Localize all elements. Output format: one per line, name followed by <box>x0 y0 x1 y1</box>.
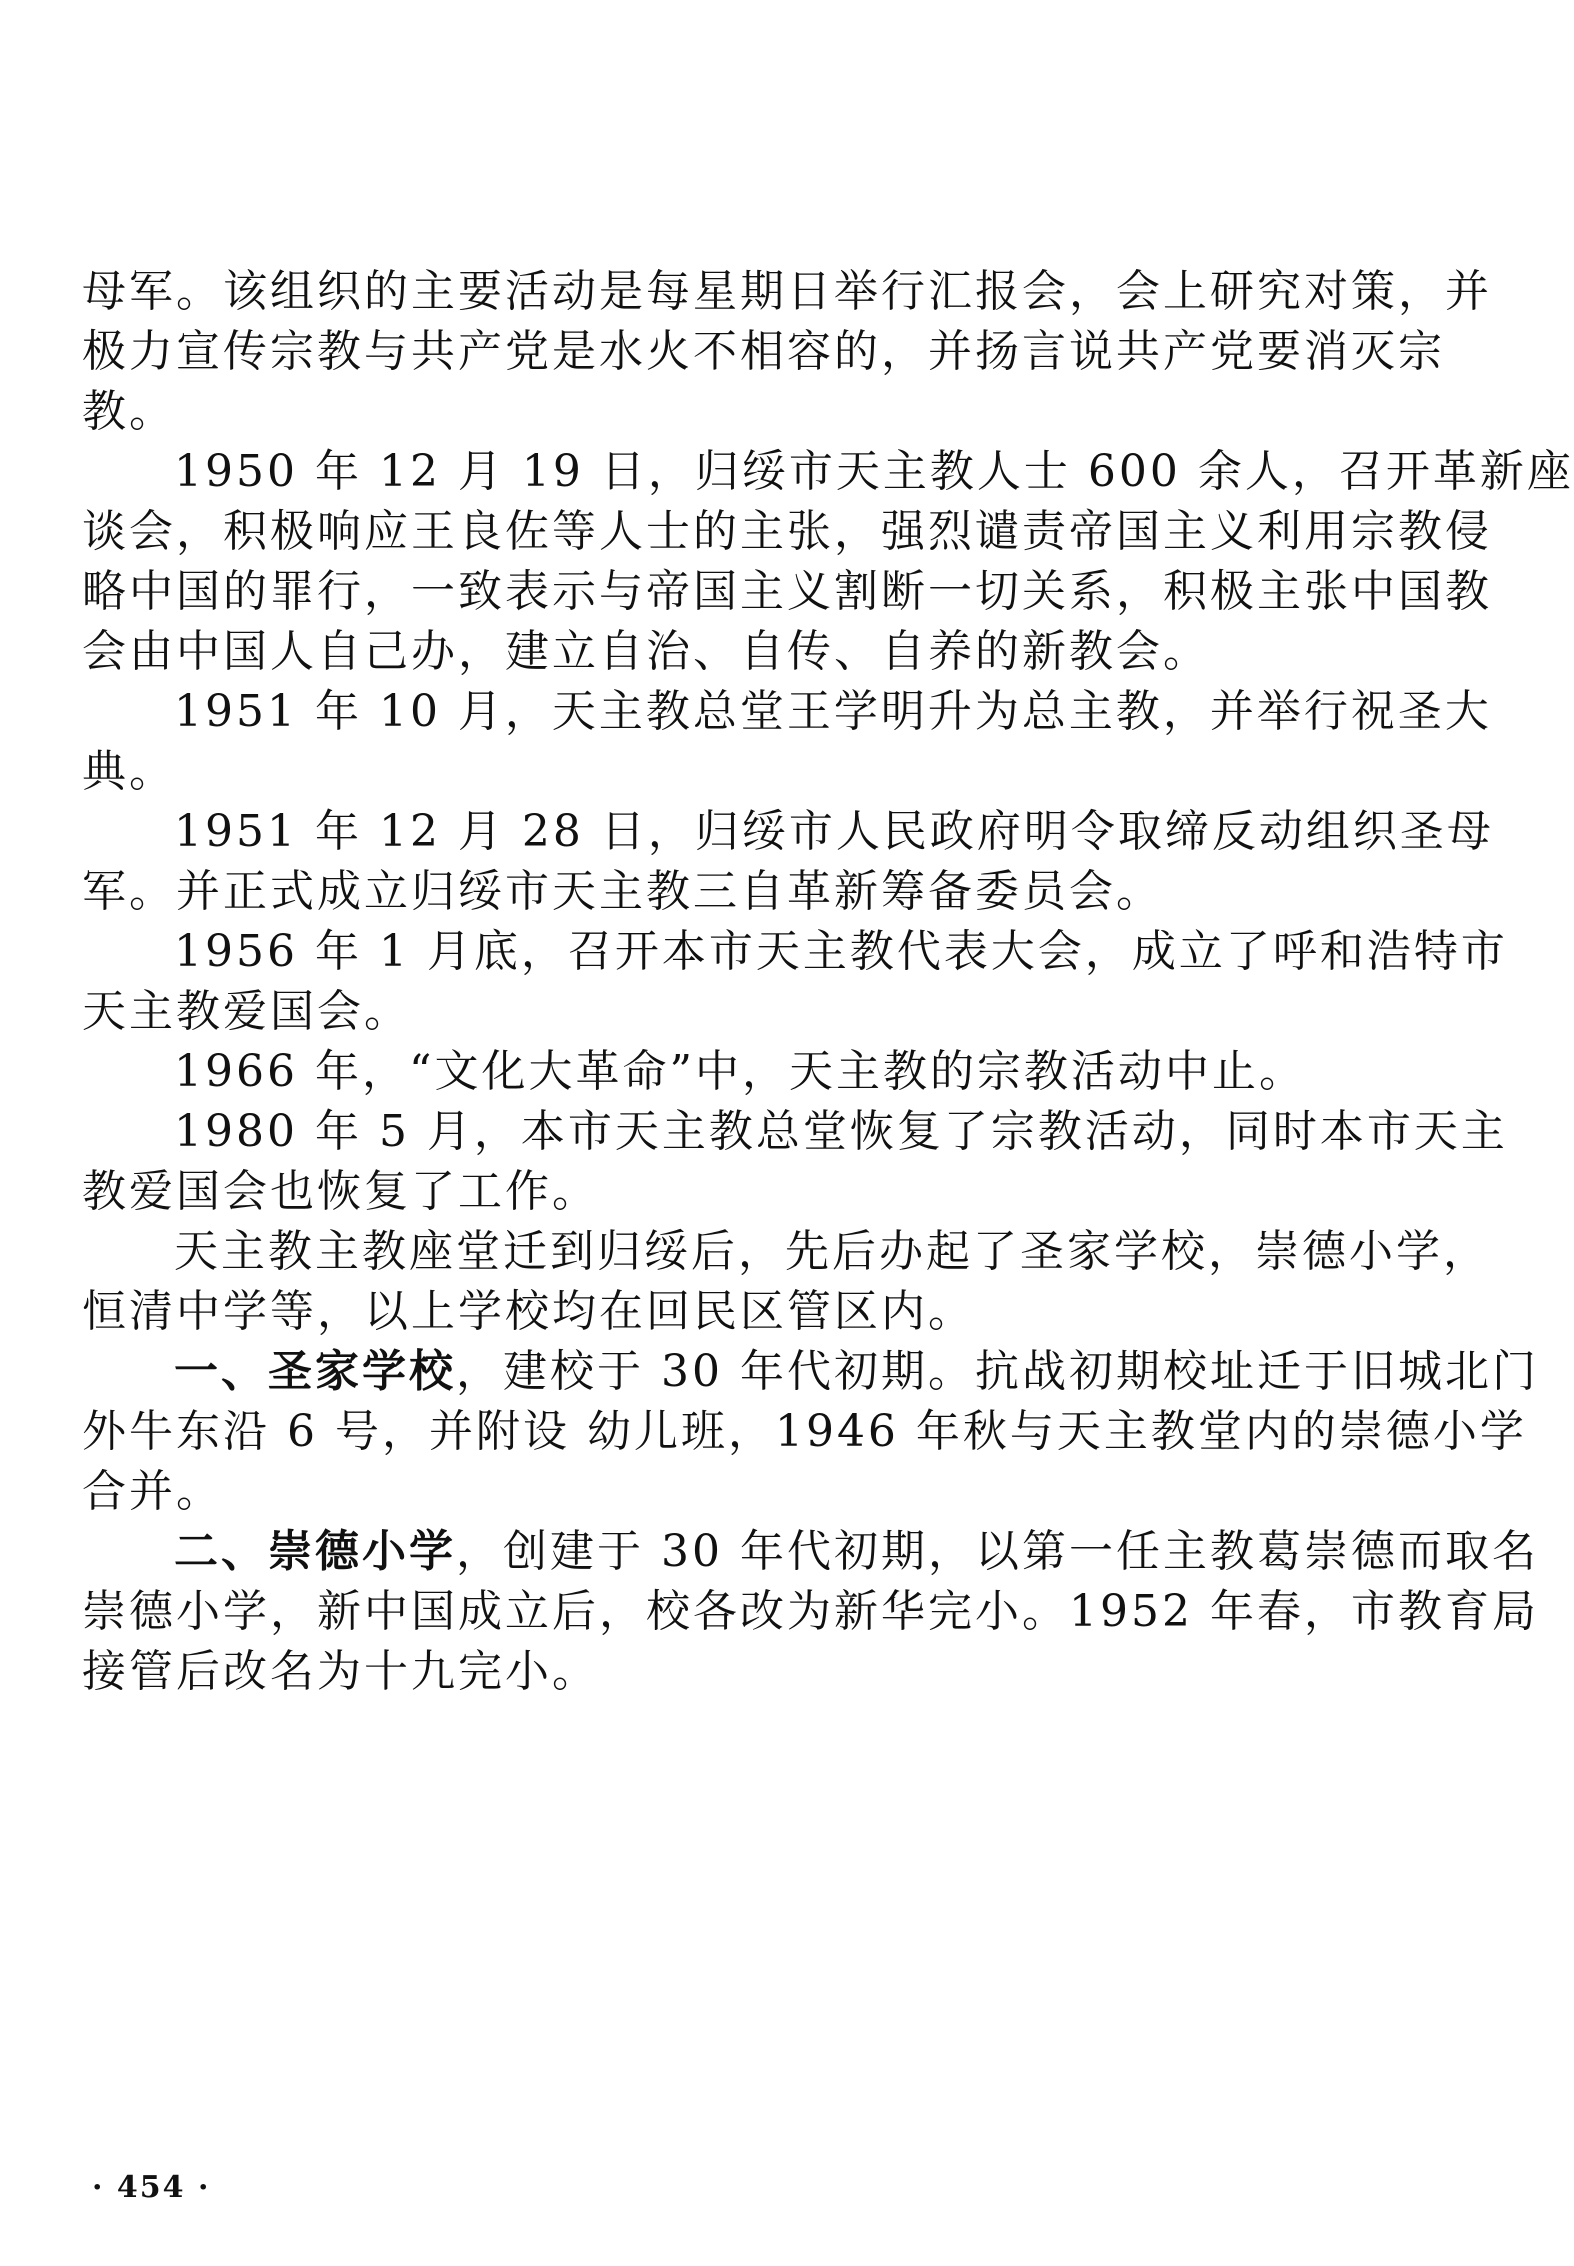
text-line <box>82 1522 1539 1582</box>
text-line: 天主教爱国会。 <box>82 986 411 1037</box>
text-run: ，建校于 30 年代初期。抗战初期校址迁于旧城北门 <box>456 1346 1539 1397</box>
text-line: 母军。该组织的主要活动是每星期日举行汇报会，会上研究对策，并 <box>82 266 1492 317</box>
paragraph <box>82 1342 1539 1522</box>
text-line: 天主教主教座堂迁到归绥后，先后办起了圣家学校，崇德小学， <box>174 1226 1490 1277</box>
paragraph <box>82 1042 1392 1102</box>
text-line: 1980 年 5 月，本市天主教总堂恢复了宗教活动，同时本市天主 <box>174 1106 1508 1157</box>
paragraph <box>82 1522 1539 1702</box>
text-line: 教爱国会也恢复了工作。 <box>82 1166 599 1217</box>
text-line: 恒清中学等，以上学校均在回民区管区内。 <box>82 1286 975 1337</box>
text-run: ，创建于 30 年代初期，以第一任主教葛崇德而取名 <box>456 1526 1539 1577</box>
paragraph <box>82 262 1492 442</box>
body-text <box>82 262 1574 1702</box>
text-line: 1951 年 12 月 28 日，归绥市人民政府明令取缔反动组织圣母 <box>174 806 1494 857</box>
text-line: 军。并正式成立归绥市天主教三自革新筹备委员会。 <box>82 866 1163 917</box>
paragraph <box>82 1102 1508 1222</box>
paragraph <box>82 1222 1490 1342</box>
paragraph <box>82 682 1492 802</box>
paragraph <box>82 922 1508 1042</box>
section-heading: 二、崇德小学 <box>174 1526 456 1577</box>
text-line: 1950 年 12 月 19 日，归绥市天主教人士 600 余人，召开革新座 <box>174 446 1574 497</box>
section-heading: 一、圣家学校 <box>174 1346 456 1397</box>
paragraph <box>82 802 1494 922</box>
paragraph <box>82 442 1574 682</box>
text-line: 1966 年，“文化大革命”中，天主教的宗教活动中止。 <box>174 1046 1306 1097</box>
text-line: 1951 年 10 月，天主教总堂王学明升为总主教，并举行祝圣大 <box>174 686 1492 737</box>
text-line: 1956 年 1 月底，召开本市天主教代表大会，成立了呼和浩特市 <box>174 926 1508 977</box>
page-number: · 454 · <box>92 2170 211 2205</box>
text-line: 会由中国人自己办，建立自治、自传、自养的新教会。 <box>82 626 1210 677</box>
text-line: 合并。 <box>82 1466 223 1517</box>
text-line: 外牛东沿 6 号，并附设 幼儿班，1946 年秋与天主教堂内的崇德小学 <box>82 1406 1527 1457</box>
text-line: 接管后改名为十九完小。 <box>82 1646 599 1697</box>
text-line: 崇德小学，新中国成立后，校各改为新华完小。1952 年春，市教育局 <box>82 1586 1539 1637</box>
text-line: 教。 <box>82 386 176 437</box>
text-line: 典。 <box>82 746 176 797</box>
text-line: 略中国的罪行，一致表示与帝国主义割断一切关系，积极主张中国教 <box>82 566 1492 617</box>
text-line: 极力宣传宗教与共产党是水火不相容的，并扬言说共产党要消灭宗 <box>82 326 1445 377</box>
text-line <box>82 1342 1539 1402</box>
text-line: 谈会，积极响应王良佐等人士的主张，强烈谴责帝国主义利用宗教侵 <box>82 506 1492 557</box>
